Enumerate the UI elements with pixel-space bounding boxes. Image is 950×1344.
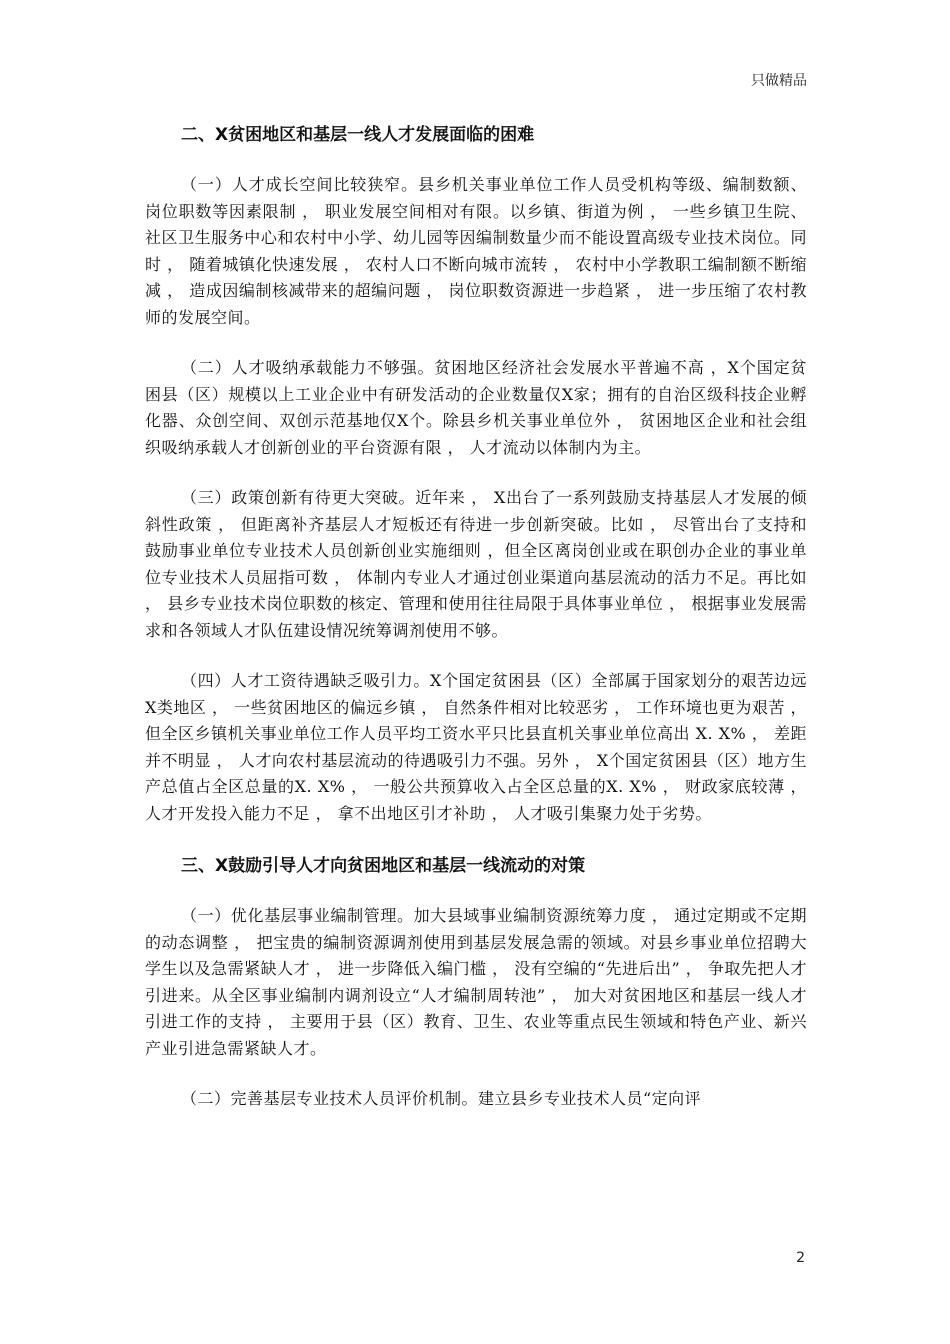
paragraph-3-1: （一）优化基层事业编制管理。加大县域事业编制资源统筹力度 ， 通过定期或不定期的动态调整 ， 把宝贵的编制资源调剂使用到基层发展急需的领域。对县乡事业单位招聘大学生以及急需紧缺人才 ， 进一步降低入编门槛 ， 没有空编的“先进后出” ， 争取先把人才引进来。从全区事业编制内调剂设立“人才编制周转池” ， 加大对贫困地区和基层一线人才引进工作的支持 ， 主要用于县（区）教育、卫生、农业等重点民生领域和特色产业、新兴产业引进急需紧缺人才。 [145,906,807,1058]
page-number: 2 [796,1250,805,1266]
document-body [145,120,807,1113]
section-heading-2: 二、X贫困地区和基层一线人才发展面临的困难 [181,125,535,145]
paragraph-2-1: （一）人才成长空间比较狭窄。县乡机关事业单位工作人员受机构等级、编制数额、岗位职数等因素限制 ， 职业发展空间相对有限。以乡镇、街道为例 ， 一些乡镇卫生院、社区卫生服务中心和农村中小学、幼儿园等因编制数量少而不能设置高级专业技术岗位。同时 ， 随着城镇化快速发展 ， 农村人口不断向城市流转 ， 农村中小学教职工编制额不断缩减 ， 造成因编制核减带来的超编问题 ， 岗位职数资源进一步趋紧 ， 进一步压缩了农村教师的发展空间。 [145,175,807,327]
paragraph-3-2: （二）完善基层专业技术人员评价机制。建立县乡专业技术人员“定向评 [181,1089,702,1108]
paragraph-2-3: （三）政策创新有待更大突破。近年来 ， X出台了一系列鼓励支持基层人才发展的倾斜性政策 ， 但距离补齐基层人才短板还有待进一步创新突破。比如 ， 尽管出台了支持和鼓励事业单位专业技术人员创新创业实施细则 ，但全区离岗创业或在职创办企业的事业单位专业技术人员屈指可数 ， 体制内专业人才通过创业渠道向基层流动的活力不足。再比如 ， 县乡专业技术岗位职数的核定、管理和使用往往局限于具体事业单位 ， 根据事业发展需求和各领域人才队伍建设情况统筹调剂使用不够。 [145,488,807,640]
paragraph-2-4: （四）人才工资待遇缺乏吸引力。X个国定贫困县（区）全部属于国家划分的艰苦边远X类地区 ， 一些贫困地区的偏远乡镇 ， 自然条件相对比较恶劣 ， 工作环境也更为艰苦 ， 但全区乡镇机关事业单位工作人员平均工资水平只比县直机关事业单位高出 X. X% ， 差距并不明显 ， 人才向农村基层流动的待遇吸引力不强。另外 ， X个国定贫困县（区）地方生产总值占全区总量的X. X% ， 一般公共预算收入占全区总量的X. X% ， 财政家底较薄 ， 人才开发投入能力不足 ， 拿不出地区引才补助 ， 人才吸引集聚力处于劣势。 [145,671,807,823]
header-note: 只做精品 [751,73,807,89]
paragraph-2-2: （二）人才吸纳承载能力不够强。贫困地区经济社会发展水平普遍不高 ，X个国定贫困县（区）规模以上工业企业中有研发活动的企业数量仅X家；拥有的自治区级科技企业孵化器、众创空间、双创示范基地仅X个。除县乡机关事业单位外 ， 贫困地区企业和社会组织吸纳承载人才创新创业的平台资源有限 ， 人才流动以体制内为主。 [145,358,807,457]
section-heading-3: 三、X鼓励引导人才向贫困地区和基层一线流动的对策 [181,856,586,876]
